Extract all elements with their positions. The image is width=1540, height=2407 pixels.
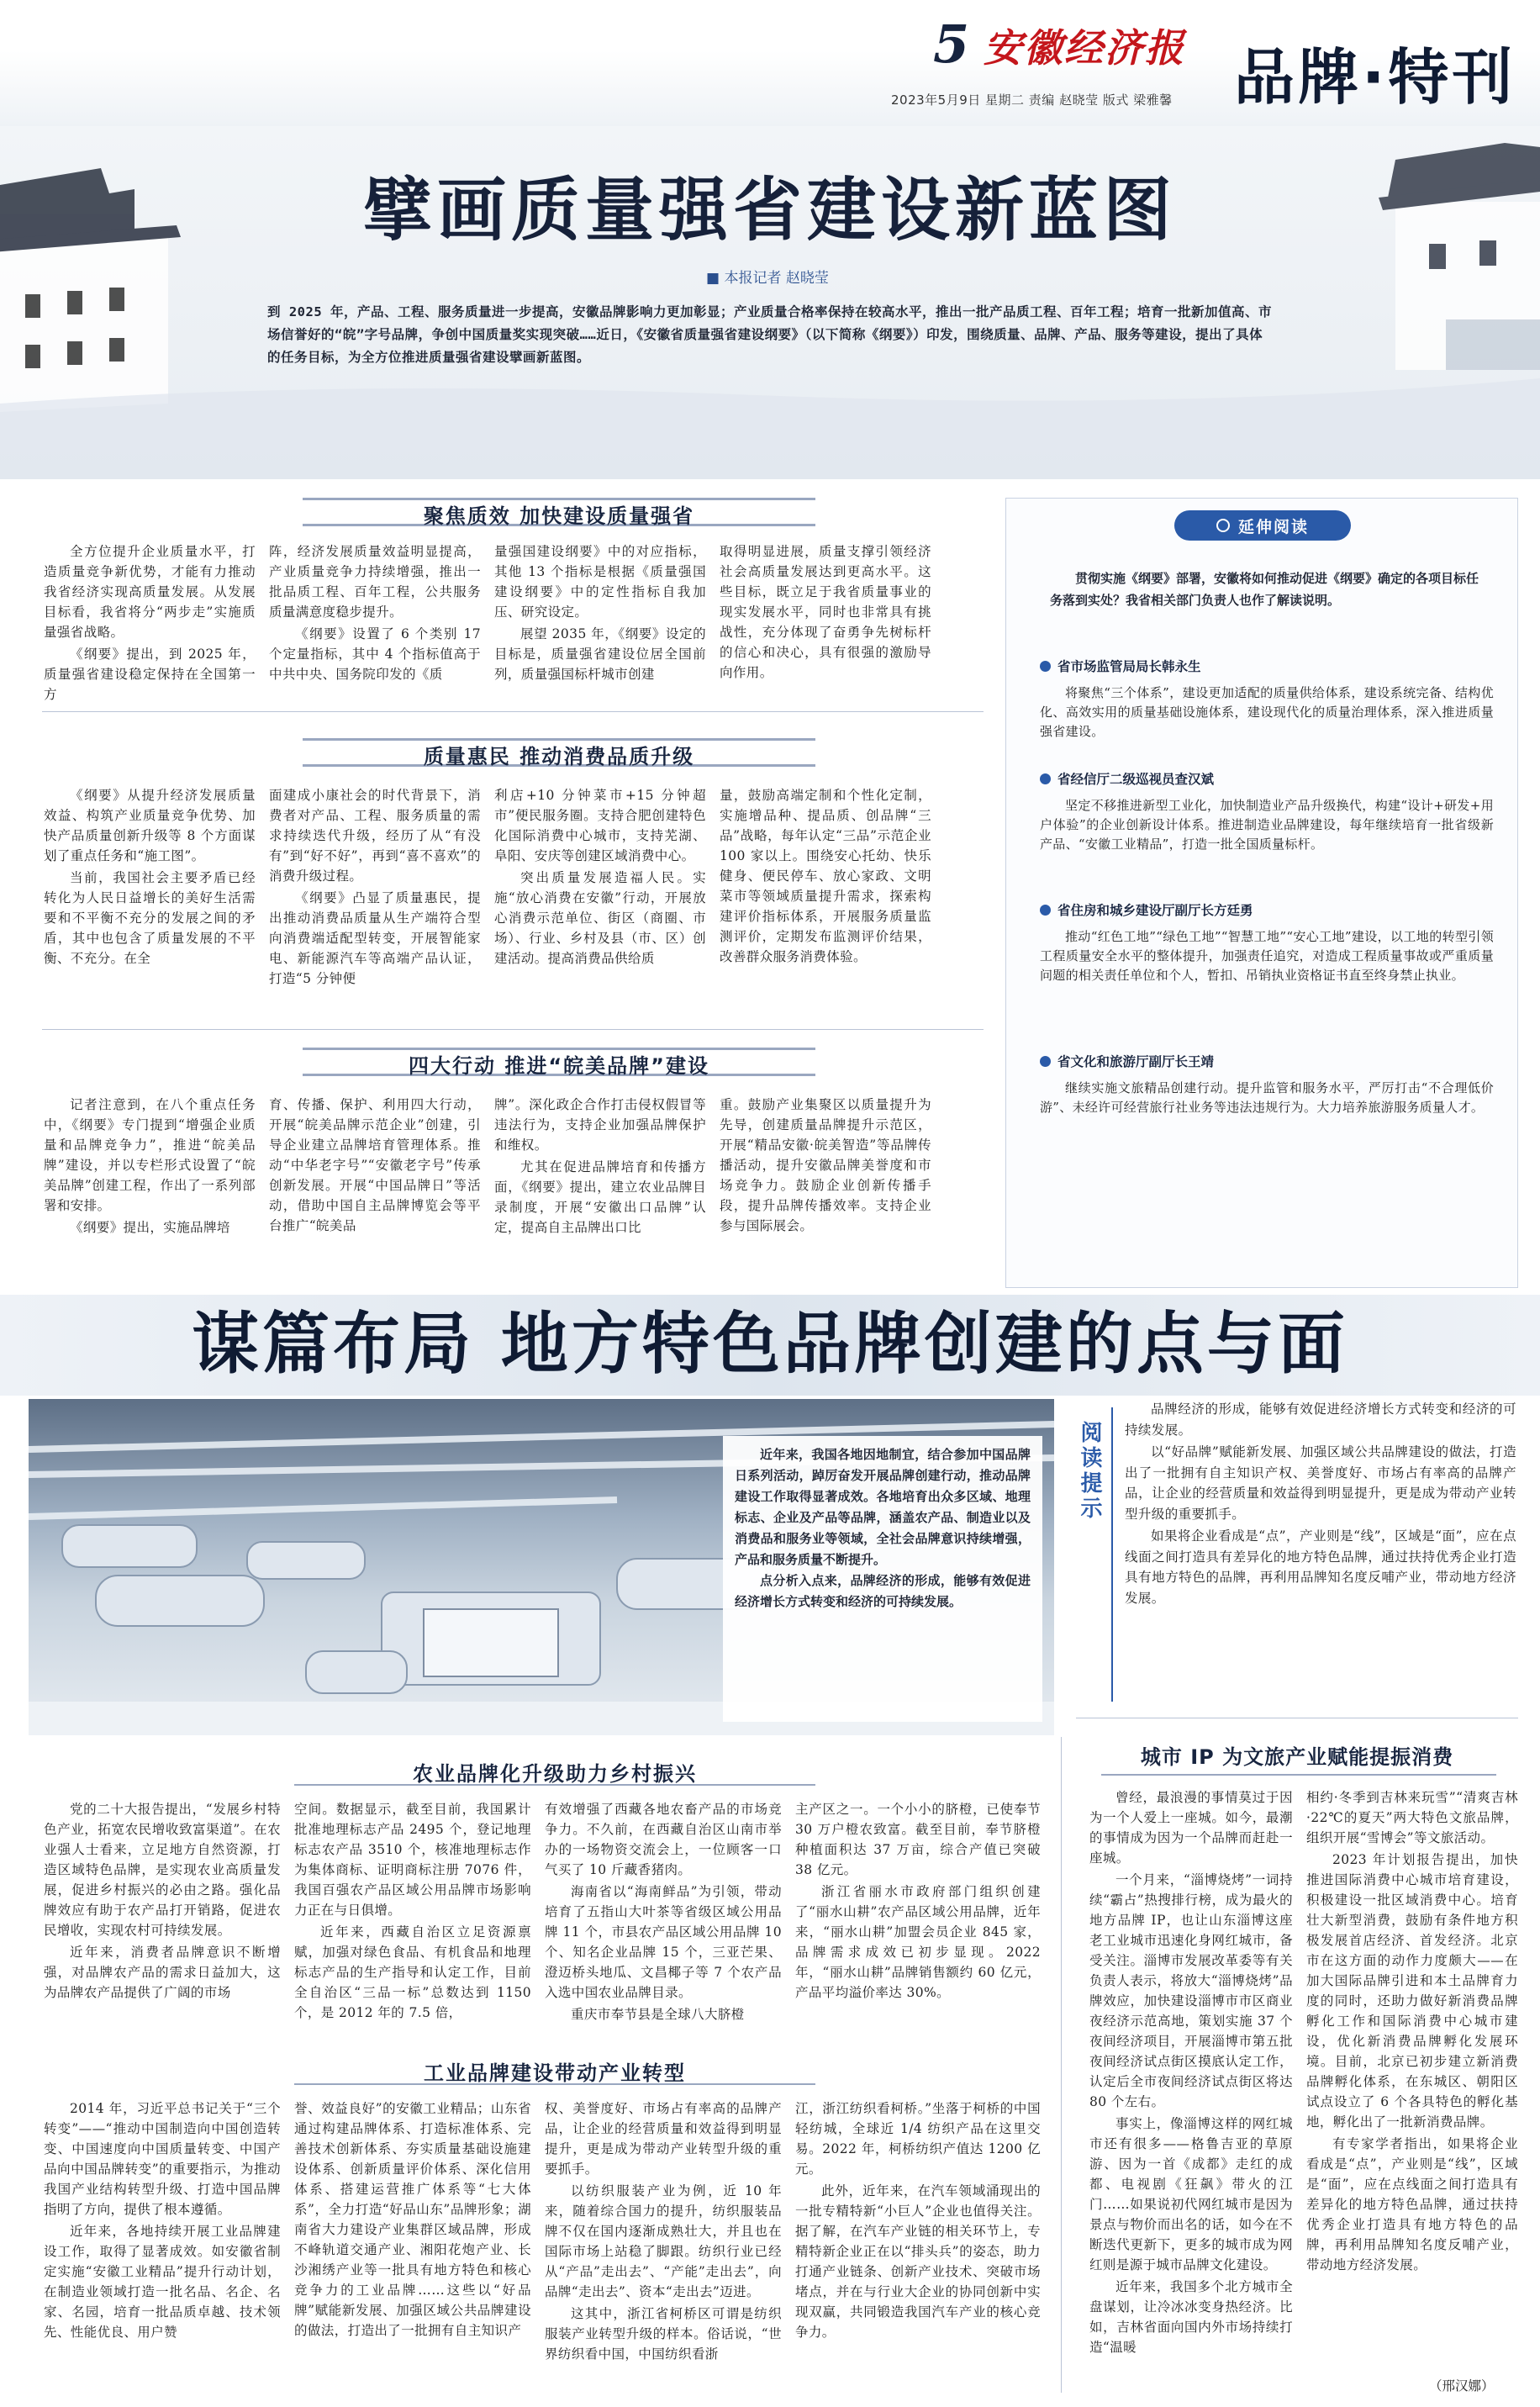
paragraph: 近年来，我国多个北方城市全盘谋划，让冷冰冰变身热经济。比如，吉林省面向国内外市场持续打造“温暖 — [1089, 2279, 1293, 2355]
article1-headline: 擘画质量强省建设新蓝图 — [362, 170, 1177, 251]
s3-col3 — [494, 1095, 706, 1281]
paragraph: 量强国建设纲要》中的对应指标，其他 13 个指标是根据《质量强国建设纲要》中的定性指标自我加压、研究设定。 — [494, 544, 706, 620]
sidebar-item-label — [1040, 1052, 1214, 1070]
search-icon — [1216, 519, 1230, 532]
ag-col4 — [795, 1799, 1041, 2045]
s2-col2 — [269, 785, 481, 1021]
divider — [1101, 1774, 1496, 1776]
s2-col1 — [44, 785, 256, 1021]
paper-name: 安徽经济报 — [984, 25, 1185, 71]
ind-col3 — [545, 2098, 782, 2389]
ind-col2 — [294, 2098, 531, 2389]
s3-col4 — [720, 1095, 931, 1281]
bullet-dot-icon — [1040, 1056, 1051, 1067]
reading-tip-text — [1125, 1399, 1516, 1718]
s1-col3 — [494, 541, 706, 701]
paragraph: 有专家学者指出，如果将企业看成是“点”，产业则是“线”，区域是“面”，应在点线面之间打造具有差异化的地方特色品牌，通过扶持优秀企业打造具有地方特色的品牌，再利用品牌知名度反哺产业，带动地方经济发展。 — [1306, 2136, 1518, 2272]
ind-col1 — [44, 2098, 281, 2389]
s1-col1 — [44, 541, 256, 701]
ind-col4 — [795, 2098, 1041, 2389]
divider — [42, 711, 984, 712]
sidebar-header — [1174, 510, 1351, 541]
paragraph: 近年来，消费者品牌意识不断增强，对品牌农产品的需求日益加大，这为品牌农产品提供了广阔的市场 — [44, 1945, 281, 2000]
city-col1 — [1089, 1787, 1293, 2393]
paragraph: 《纲要》从提升经济发展质量效益、构筑产业质量竞争优势、加快产品质量创新升级等 8 个方面谋划了重点任务和“施工图”。 — [44, 788, 256, 863]
sidebar-item-text: 将聚焦“三个体系”，建设更加适配的质量供给体系，建设系统完备、结构优化、高效实用的质量基础设施体系，建设现代化的质量治理体系，深入推进质量强省建设。 — [1040, 685, 1494, 739]
paragraph: 重庆市奉节县是全球八大脐橙 — [571, 2007, 745, 2022]
paragraph: 利店+10 分钟菜市+15 分钟超市”便民服务圈。支持合肥创建特色化国际消费中心城市，支持芜湖、阜阳、安庆等创建区域消费中心。 — [494, 788, 706, 863]
paragraph: 点分析入点来，品牌经济的形成，能够有效促进经济增长方式转变和经济的可持续发展。 — [735, 1573, 1031, 1609]
paragraph: 面建成小康社会的时代背景下，消费者对产品、工程、服务质量的需求持续迭代升级，经历了从“有没有”到“好不好”，再到“喜不喜欢”的消费升级过程。 — [269, 788, 481, 884]
ind-title: 工业品牌建设带动产业转型 — [424, 2061, 686, 2085]
paragraph: 记者注意到，在八个重点任务中，《纲要》专门提到“增强企业质量和品牌竞争力”，推进“皖美品牌”建设，并以专栏形式设置了“皖美品牌”创建工程，作出了一系列部署和安排。 — [44, 1097, 256, 1213]
city-col2 — [1306, 1787, 1518, 2373]
sidebar-header-label: 延伸阅读 — [1237, 517, 1309, 536]
ag-title: 农业品牌化升级助力乡村振兴 — [413, 1762, 697, 1786]
official-name: 省住房和城乡建设厅副厅长方廷勇 — [1057, 903, 1253, 918]
paragraph: 育、传播、保护、利用四大行动，开展“皖美品牌示范企业”创建，引导企业建立品牌培育管理体系。推动“中华老字号”“安徽老字号”传承创新发展。开展“中国品牌日”等活动，借助中国自主品牌博览会等平台推广“皖美品 — [269, 1097, 481, 1233]
s1-col2 — [269, 541, 481, 701]
paragraph: 《纲要》提出，实施品牌培 — [70, 1220, 230, 1235]
paragraph: 海南省以“海南鲜品”为引领，带动培育了五指山大叶茶等省级区域公用品牌 11 个，市县农产品区域公用品牌 10 个、知名企业品牌 15 个，三亚芒果、澄迈桥头地瓜、文昌椰子等 7 个农产品入选中国农业品牌目录。 — [545, 1884, 782, 2000]
bullet-dot-icon — [1040, 661, 1051, 672]
paragraph: 江，浙江纺织看柯桥。”坐落于柯桥的中国轻纺城，全球近 1/4 纺织产品在这里交易。2022 年，柯桥纺织产值达 1200 亿元。 — [795, 2101, 1041, 2177]
sidebar-item-text: 坚定不移推进新型工业化，加快制造业产品升级换代，构建“设计+研发+用户体验”的企业创新设计体系。推进制造业品牌建设，每年继续培育一批省级新产品、“安徽工业精品”，打造一批全国质量标杆。 — [1040, 798, 1494, 852]
official-name: 省文化和旅游厅副厅长王靖 — [1057, 1054, 1215, 1069]
city-title: 城市 IP 为文旅产业赋能提振消费 — [1140, 1745, 1454, 1769]
paragraph: 全方位提升企业质量水平，打造质量竞争新优势，才能有力推动我省经济实现高质量发展。从发展目标看，我省将分“两步走”实施质量强省战略。 — [44, 544, 256, 640]
paragraph: 主产区之一。一个小小的脐橙，已使奉节 30 万户橙农致富。截至目前，奉节脐橙种植面积达 37 万亩，综合产值已突破 38 亿元。 — [795, 1802, 1041, 1877]
masthead — [0, 0, 1540, 126]
sidebar-item-text: 推动“红色工地”“绿色工地”“智慧工地”“安心工地”建设，以工地的转型引领工程质量安全水平的整体提升，加强责任追究，对造成工程质量事故或严重质量问题的相关责任单位和个人，暂扣、吊销执业资格证书直至终身禁止执业。 — [1040, 929, 1494, 983]
paragraph: 《纲要》设置了 6 个类别 17 个定量指标，其中 4 个指标值高于中共中央、国务院印发的《质 — [269, 626, 481, 682]
paragraph: 权、美誉度好、市场占有率高的品牌产品，让企业的经营质量和效益得到明显提升，更是成为带动产业转型升级的重要抓手。 — [545, 2101, 782, 2177]
paragraph: 近年来，西藏自治区立足资源禀赋，加强对绿色食品、有机食品和地理标志产品的生产指导和认定工作，目前全自治区“三品一标”总数达到 1150 个，是 2012 年的 7.5 倍， — [294, 1924, 531, 2020]
date-line: 2023年5月9日 星期二 责编 赵晓莹 版式 梁雅馨 — [891, 92, 1173, 108]
s3-col1 — [44, 1095, 256, 1281]
article2-intro-box — [723, 1436, 1042, 1722]
reading-tip — [1076, 1399, 1518, 1718]
paragraph: 《纲要》凸显了质量惠民，提出推动消费品质量从生产端符合型向消费端适配型转变，开展智能家电、新能源汽车等高端产品认证，打造“5 分钟便 — [269, 890, 481, 986]
bullet-dot-icon — [1040, 905, 1051, 916]
divider — [1061, 1737, 1062, 2393]
paragraph: 品牌经济的形成，能够有效促进经济增长方式转变和经济的可持续发展。 — [1125, 1401, 1516, 1438]
paragraph: 以纺织服装产业为例，近 10 年来，随着综合国力的提升，纺织服装品牌不仅在国内逐渐成熟壮大，并且也在国际市场上站稳了脚跟。纺织行业已经从“产品”走出去”、“产能”走出去”，向品牌“走出去”、资本“走出去”迈进。 — [545, 2183, 782, 2299]
paragraph: 一个月来，“淄博烧烤”一词持续“霸占”热搜排行榜，成为最火的地方品牌 IP，也让山东淄博这座老工业城市迅速化身网红城市，备受关注。淄博市发展改革委等有关负责人表示，将放大“淄博烧烤”品牌效应，加快建设淄博市市区商业夜经济示范高地，策划实施 37 个夜间经济项目，开展淄博市第五批夜间经济试点街区摸底认定工作，认定后全市夜间经济试点街区将达 80 个左右。 — [1089, 1872, 1293, 2109]
official-name: 省经信厅二级巡视员查汉斌 — [1057, 772, 1215, 787]
paragraph: 如果将企业看成是“点”，产业则是“线”，区域是“面”，应在点线面之间打造具有差异化的地方特色品牌，通过扶持优秀企业打造具有地方特色的品牌，再利用品牌知名度反哺产业，带动地方经济发展。 — [1125, 1528, 1516, 1606]
paragraph: 当前，我国社会主要矛盾已经转化为人民日益增长的美好生活需要和不平衡不充分的发展之间的矛盾，其中也包含了质量发展的不平衡、不充分。在全 — [44, 870, 256, 966]
page-number: 5 — [933, 13, 970, 75]
paragraph: 《纲要》提出，到 2025 年，质量强省建设稳定保持在全国第一方 — [44, 647, 256, 701]
paragraph: 此外，近年来，在汽车领域涌现出的一批专精特新“小巨人”企业也值得关注。据了解，在汽车产业链的相关环节上，专精特新企业正在以“排头兵”的姿态，助力打通产业链条、创新产业技术、突破市场堵点，并在与行业大企业的协同创新中实现双赢，共同锻造我国汽车产业的核心竞争力。 — [795, 2183, 1041, 2340]
s1-col4 — [720, 541, 931, 701]
ag-col2 — [294, 1799, 531, 2045]
paragraph: 相约·冬季到吉林来玩雪”“清爽吉林·22℃的夏天”两大特色文旅品牌，组织开展“雪博会”等文旅活动。 — [1306, 1790, 1518, 1845]
author-credit: （邢汉娜） — [1429, 2378, 1495, 2394]
paragraph: 事实上，像淄博这样的网红城市还有很多——格鲁吉亚的草原游、因为一首《成都》走红的成都、电视剧《狂飙》带火的江门……如果说初代网红城市是因为景点与物价而出名的话，如今在不断迭代更新下，更多的城市成为网红则是源于城市品牌文化建设。 — [1089, 2116, 1293, 2272]
industrial-photo — [29, 1399, 1054, 1735]
paragraph: 突出质量发展造福人民。实施“放心消费在安徽”行动，开展放心消费示范单位、街区（商圈、市场）、行业、乡村及县（市、区）创建活动。提高消费品供给质 — [494, 870, 706, 966]
paragraph: 量，鼓励高端定制和个性化定制，实施增品种、提品质、创品牌“三品”战略，每年认定“三品”示范企业 100 家以上。围绕安心托幼、快乐健身、便民停车、放心家政、文明菜市等领域质量提升需求，探索构建评价指标体系，开展服务质量监测评价，定期发布监测评价结果，改善群众服务消费体验。 — [720, 788, 931, 964]
hero-banner — [0, 126, 1540, 479]
article1-byline: ■ 本报记者 赵晓莹 — [706, 270, 829, 287]
paragraph: 这其中，浙江省柯桥区可谓是纺织服装产业转型升级的样本。俗话说，“世界纺织看中国，中国纺织看浙 — [545, 2306, 782, 2362]
sidebar-item-label — [1040, 769, 1214, 788]
sidebar-item-label — [1040, 900, 1253, 919]
reading-tip-rule — [1111, 1407, 1113, 1702]
paragraph: 牌”。深化政企合作打击侵权假冒等违法行为，支持企业加强品牌保护和维权。 — [494, 1097, 706, 1153]
sidebar-extended-reading — [1005, 498, 1518, 1288]
paragraph: 2023 年计划报告提出，加快推进国际消费中心城市培育建设，积极建设一批区域消费中心。培育壮大新型消费，鼓励有条件地方积极发展首店经济、首发经济。北京市在这方面的动作力度颇大——在加大国际品牌引进和本土品牌育力度的同时，还助力做好新消费品牌孵化工作和国际消费中心城市建设，优化新消费品牌孵化发展环境。目前，北京已初步建立新消费品牌孵化体系，在东城区、朝阳区试点设立了 6 个各具特色的孵化基地，孵化出了一批新消费品牌。 — [1306, 1852, 1518, 2130]
section-title: 品牌·特刊 — [1234, 42, 1516, 113]
article1-lead: 到 2025 年，产品、工程、服务质量进一步提高，安徽品牌影响力更加彰显；产业质量合格率保持在较高水平，推出一批产品质工程、百年工程；培育一批新加值高、市场信誉好的“皖”字号品牌，争创中国质量奖实现突破……近日，《安徽省质量强省建设纲要》（以下简称《纲要》）印发，围绕质量、品牌、产品、服务等建设，提出了具体的任务目标，为全方位推进质量强省建设擘画新蓝图。 — [267, 304, 1272, 365]
paragraph: 空间。数据显示，截至目前，我国累计批准地理标志产品 2495 个，登记地理标志农产品 3510 个，核准地理标志作为集体商标、证明商标注册 7076 件，我国百强农产品区域公用品牌市场影响力正在与日俱增。 — [294, 1802, 531, 1918]
bullet-dot-icon — [1040, 773, 1051, 784]
s2-col4 — [720, 785, 931, 1021]
paragraph: 近年来，各地持续开展工业品牌建设工作，取得了显著成效。如安徽省制定实施“安徽工业精品”提升行动计划，在制造业领域打造一批名品、名企、名家、名园，培育一批品质卓越、技术领先、性能优良、用户赞 — [44, 2224, 281, 2340]
paragraph: 曾经，最浪漫的事情莫过于因为一个人爱上一座城。如今，最潮的事情成为因为一个品牌而赶赴一座城。 — [1089, 1790, 1293, 1866]
paragraph: 誉、效益良好”的安徽工业精品；山东省通过构建品牌体系、打造标准体系、完善技术创新体系、夯实质量基础设施建设体系、创新质量评价体系、深化信用体系、搭建运营推广体系等“七大体系”，全力打造“好品山东”品牌形象；湖南省大力建设产业集群区域品牌，形成不峰轨道交通产业、湘阳花炮产业、长沙湘绣产业等一批具有地方特色和核心竞争力的工业品牌……这些以“好品牌”赋能新发展、加强区域公共品牌建设的做法，打造出了一批拥有自主知识产 — [294, 2101, 531, 2338]
s2-title: 质量惠民 推动消费品质升级 — [423, 745, 695, 768]
sidebar-item-label — [1040, 657, 1201, 675]
paragraph: 2014 年，习近平总书记关于“三个转变”——“推动中国制造向中国创造转变、中国速度向中国质量转变、中国产品向中国品牌转变”的重要指示，为推动我国产业结构转型升级、打造中国品牌指明了方向，提供了根本遵循。 — [44, 2101, 281, 2217]
article2-headline: 谋篇布局 地方特色品牌创建的点与面 — [192, 1304, 1348, 1383]
paragraph: 尤其在促进品牌培育和传播方面，《纲要》提出，建立农业品牌目录制度，开展“安徽出口品牌”认定，提高自主品牌出口比 — [494, 1159, 706, 1235]
s2-col3 — [494, 785, 706, 1021]
ag-col1 — [44, 1799, 281, 2045]
ag-col3 — [545, 1799, 782, 2045]
sidebar-intro: 贯彻实施《纲要》部署，安徽将如何推动促进《纲要》确定的各项目标任务落到实处？我省相关部门负责人也作了解读说明。 — [1050, 571, 1479, 608]
article2-intro — [735, 1444, 1031, 1613]
paragraph: 阵，经济发展质量效益明显提高，产业质量竞争力持续增强，推出一批品质工程、百年工程，公共服务质量满意度稳步提升。 — [269, 544, 481, 620]
paragraph: 取得明显进展，质量支撑引领经济社会高质量发展达到更高水平。这些目标，既立足于我省质量事业的现实发展水平，同时也非常具有挑战性，充分体现了奋勇争先树标杆的信心和决心，具有很强的激励导向作用。 — [720, 544, 931, 680]
paragraph: 以“好品牌”赋能新发展、加强区域公共品牌建设的做法，打造出了一批拥有自主知识产权、美誉度好、市场占有率高的品牌产品，让企业的经营质量和效益得到明显提升，更是成为带动产业转型升级的重要抓手。 — [1125, 1444, 1516, 1522]
paragraph: 浙江省丽水市政府部门组织创建了“丽水山耕”农产品区域公用品牌，近年来，“丽水山耕”加盟会员企业 845 家，品牌需求成效已初步显现。2022 年，“丽水山耕”品牌销售额约 60 亿元，产品平均溢价率达 30%。 — [795, 1884, 1041, 2000]
s1-title: 聚焦质效 加快建设质量强省 — [423, 504, 695, 528]
reading-tip-label: 阅读提示 — [1077, 1421, 1102, 1522]
s3-col2 — [269, 1095, 481, 1281]
paragraph: 党的二十大报告提出，“发展乡村特色产业，拓宽农民增收致富渠道”。在农业强人士看来，立足地方自然资源，打造区域特色品牌，是实现农业高质量发展，促进乡村振兴的必由之路。强化品牌效应有助于农产品打开销路，促进农民增收，实现农村可持续发展。 — [44, 1802, 281, 1938]
divider — [42, 1029, 984, 1030]
paragraph: 重。鼓励产业集聚区以质量提升为先导，创建质量品牌提升示范区，开展“精品安徽·皖美智造”等品牌传播活动，提升安徽品牌美誉度和市场竞争力。鼓励企业创新传播手段，提升品牌传播效率。支持企业参与国际展会。 — [720, 1097, 931, 1233]
sidebar-item-text: 继续实施文旅精品创建行动。提升监管和服务水平，严厉打击“不合理低价游”、未经许可经营旅行社业务等违法违规行为。大力培养旅游服务质量人才。 — [1040, 1080, 1494, 1115]
s3-title: 四大行动 推进“皖美品牌”建设 — [409, 1054, 709, 1078]
paragraph: 近年来，我国各地因地制宜，结合参加中国品牌日系列活动，踔厉奋发开展品牌创建行动，推动品牌建设工作取得显著成效。各地培育出众多区域、地理标志、企业及产品等品牌，涵盖农产品、制造业以及消费品和服务业等领域，全社会品牌意识持续增强，产品和服务质量不断提升。 — [735, 1447, 1031, 1567]
paragraph: 展望 2035 年，《纲要》设定的目标是，质量强省建设位居全国前列，质量强国标杆城市创建 — [494, 626, 706, 682]
paragraph: 有效增强了西藏各地农畜产品的市场竞争力。不久前，在西藏自治区山南市举办的一场物资交流会上，一位顾客一口气买了 10 斤藏香猪肉。 — [545, 1802, 782, 1877]
official-name: 省市场监管局局长韩永生 — [1057, 659, 1201, 674]
